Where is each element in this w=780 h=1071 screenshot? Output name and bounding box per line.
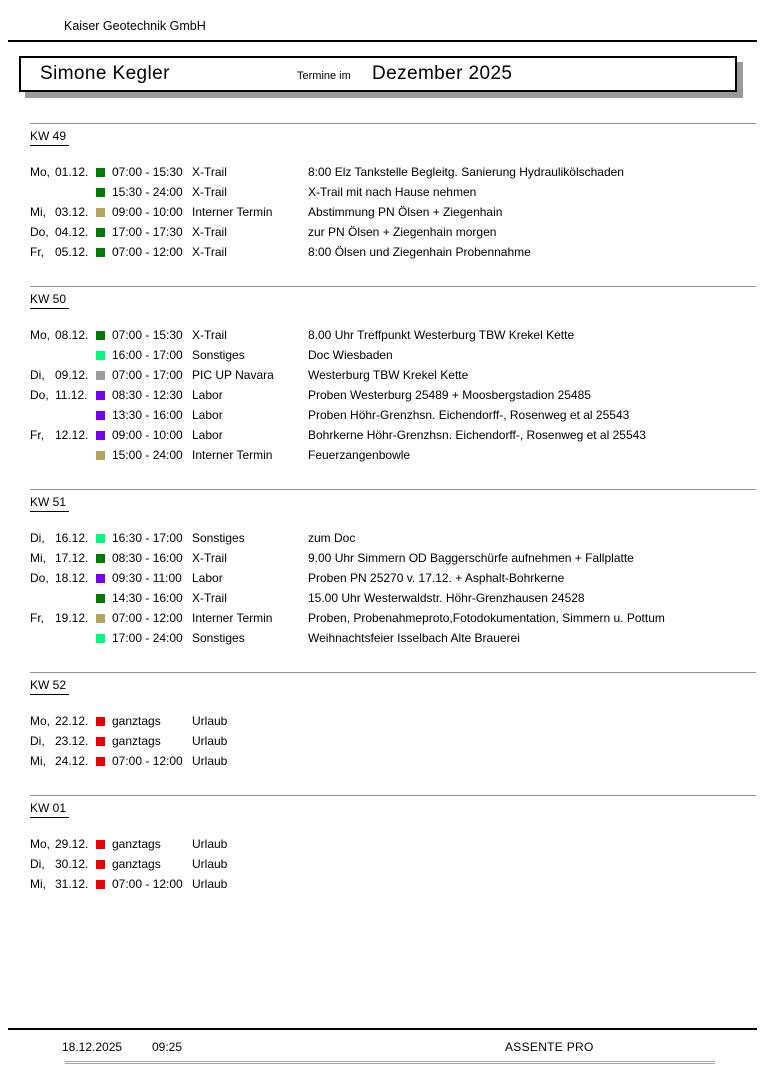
week-label: KW 52 [30,678,69,695]
category-color-square [96,594,105,603]
date-label: 24.12. [55,754,89,768]
category-color-cell [96,554,112,563]
day-label: Mi, [30,551,46,565]
time-range: 07:00 - 12:00 [112,877,183,891]
company-name: Kaiser Geotechnik GmbH [64,19,206,33]
category-color-square [96,411,105,420]
day-label: Di, [30,857,45,871]
category-label: Sonstiges [192,631,245,645]
week-rule [30,795,756,796]
appointment-row [30,751,756,771]
date-label: 18.12. [55,571,89,585]
category-color-cell [96,757,112,766]
category-label: Interner Termin [192,448,273,462]
category-label: Labor [192,428,223,442]
date-label: 09.12. [55,368,89,382]
week-label: KW 01 [30,801,69,818]
appointment-row [30,548,756,568]
category-color-cell [96,634,112,643]
category-color-cell [96,451,112,460]
category-color-square [96,371,105,380]
appointment-row [30,854,756,874]
week-rows [30,711,756,795]
title-month: Dezember 2025 [372,63,513,84]
category-label: Urlaub [192,714,228,728]
day-label: Fr, [30,611,44,625]
category-color-square [96,860,105,869]
category-color-square [96,451,105,460]
appointment-row [30,385,756,405]
app-name: ASSENTE PRO [505,1040,594,1054]
category-color-cell [96,737,112,746]
time-range: 16:00 - 17:00 [112,348,183,362]
description-label: Abstimmung PN Ölsen + Ziegenhain [308,205,503,219]
description-label: 8:00 Elz Tankstelle Begleitg. Sanierung Hydraulikölschaden [308,165,624,179]
appointment-row [30,528,756,548]
day-label: Fr, [30,245,44,259]
appointment-row [30,345,756,365]
date-label: 29.12. [55,837,89,851]
category-label: Urlaub [192,877,228,891]
category-label: Urlaub [192,837,228,851]
category-label: Labor [192,571,223,585]
date-label: 31.12. [55,877,89,891]
time-range: ganztags [112,837,161,851]
week-rule [30,489,756,490]
category-label: Urlaub [192,734,228,748]
category-label: X-Trail [192,225,227,239]
category-color-cell [96,574,112,583]
description-label: 9.00 Uhr Simmern OD Baggerschürfe aufnehmen + Fallplatte [308,551,634,565]
appointment-row [30,588,756,608]
week-rows [30,528,756,672]
category-color-cell [96,168,112,177]
header-rule [8,40,757,42]
description-label: zur PN Ölsen + Ziegenhain morgen [308,225,497,239]
date-label: 22.12. [55,714,89,728]
date-label: 05.12. [55,245,89,259]
category-color-square [96,331,105,340]
time-range: 15:00 - 24:00 [112,448,183,462]
description-label: Weihnachtsfeier Isselbach Alte Brauerei [308,631,520,645]
category-label: PIC UP Navara [192,368,274,382]
time-range: 15:30 - 24:00 [112,185,183,199]
time-range: 09:00 - 10:00 [112,428,183,442]
appointment-row [30,711,756,731]
appointment-row [30,202,756,222]
appointment-row [30,628,756,648]
week-section [30,286,756,489]
description-label: Proben, Probenahmeproto,Fotodokumentation, Simmern u. Pottum [308,611,665,625]
category-color-square [96,391,105,400]
person-name: Simone Kegler [40,63,170,84]
time-range: 07:00 - 12:00 [112,611,183,625]
category-label: X-Trail [192,185,227,199]
category-color-cell [96,614,112,623]
appointment-row [30,242,756,262]
category-color-cell [96,594,112,603]
appointment-row [30,222,756,242]
week-rule [30,286,756,287]
day-label: Mi, [30,205,46,219]
time-range: 13:30 - 16:00 [112,408,183,422]
time-range: 17:00 - 24:00 [112,631,183,645]
time-range: 08:30 - 12:30 [112,388,183,402]
week-rows [30,325,756,489]
date-label: 19.12. [55,611,89,625]
time-range: 08:30 - 16:00 [112,551,183,565]
category-label: Sonstiges [192,531,245,545]
category-color-cell [96,248,112,257]
appointment-row [30,182,756,202]
appointment-row [30,731,756,751]
category-label: X-Trail [192,245,227,259]
day-label: Do, [30,571,49,585]
day-label: Mo, [30,714,51,728]
category-color-cell [96,188,112,197]
appointment-row [30,568,756,588]
category-label: X-Trail [192,591,227,605]
time-range: 09:00 - 10:00 [112,205,183,219]
week-sections [30,123,756,918]
category-color-cell [96,391,112,400]
category-color-square [96,574,105,583]
time-range: 17:00 - 17:30 [112,225,183,239]
category-color-cell [96,880,112,889]
week-rule [30,123,756,124]
category-color-cell [96,331,112,340]
category-color-square [96,534,105,543]
day-label: Mo, [30,328,51,342]
appointment-row [30,834,756,854]
date-label: 01.12. [55,165,89,179]
description-label: Proben Höhr-Grenzhsn. Eichendorff-, Rosenweg et al 25543 [308,408,630,422]
day-label: Mo, [30,165,51,179]
time-range: 07:00 - 12:00 [112,245,183,259]
category-color-cell [96,228,112,237]
print-date: 18.12.2025 [62,1040,123,1054]
category-color-cell [96,860,112,869]
category-color-square [96,737,105,746]
date-label: 08.12. [55,328,89,342]
category-color-cell [96,534,112,543]
time-range: 07:00 - 15:30 [112,165,183,179]
category-color-square [96,634,105,643]
week-section [30,795,756,918]
description-label: Feuerzangenbowle [308,448,411,462]
category-color-square [96,228,105,237]
description-label: Proben Westerburg 25489 + Moosbergstadion 25485 [308,388,591,402]
time-range: 07:00 - 12:00 [112,754,183,768]
category-color-cell [96,208,112,217]
title-box [19,56,737,92]
date-label: 17.12. [55,551,89,565]
time-range: 07:00 - 17:00 [112,368,183,382]
category-label: Labor [192,388,223,402]
week-label: KW 51 [30,495,69,512]
description-label: Doc Wiesbaden [308,348,393,362]
category-color-square [96,880,105,889]
week-rule [30,672,756,673]
category-color-cell [96,717,112,726]
description-label: Bohrkerne Höhr-Grenzhsn. Eichendorff-, Rosenweg et al 25543 [308,428,646,442]
date-label: 12.12. [55,428,89,442]
day-label: Di, [30,531,45,545]
description-label: X-Trail mit nach Hause nehmen [308,185,477,199]
time-range: 09:30 - 11:00 [112,571,182,585]
title-prefix: Termine im [297,70,351,82]
description-label: 8.00 Uhr Treffpunkt Westerburg TBW Krekel Kette [308,328,575,342]
week-section [30,672,756,795]
day-label: Mi, [30,754,46,768]
date-label: 16.12. [55,531,89,545]
page-end-rule [65,1061,715,1064]
appointment-row [30,162,756,182]
week-section [30,123,756,286]
category-label: Labor [192,408,223,422]
day-label: Di, [30,368,45,382]
date-label: 03.12. [55,205,89,219]
time-range: 16:30 - 17:00 [112,531,183,545]
category-label: Urlaub [192,857,228,871]
title-box-inner [21,58,735,90]
day-label: Fr, [30,428,44,442]
footer-rule [8,1028,757,1030]
category-color-cell [96,371,112,380]
category-color-cell [96,411,112,420]
category-label: X-Trail [192,165,227,179]
appointment-row [30,608,756,628]
description-label: Proben PN 25270 v. 17.12. + Asphalt-Bohrkerne [308,571,565,585]
category-label: Sonstiges [192,348,245,362]
category-color-square [96,168,105,177]
week-rows [30,162,756,286]
week-section [30,489,756,672]
time-range: 14:30 - 16:00 [112,591,183,605]
category-color-square [96,351,105,360]
day-label: Do, [30,225,49,239]
category-label: Interner Termin [192,611,273,625]
category-color-cell [96,431,112,440]
week-label: KW 49 [30,129,69,146]
category-color-cell [96,351,112,360]
day-label: Di, [30,734,45,748]
category-color-square [96,208,105,217]
description-label: Westerburg TBW Krekel Kette [308,368,469,382]
category-color-cell [96,840,112,849]
day-label: Mo, [30,837,51,851]
day-label: Mi, [30,877,46,891]
time-range: ganztags [112,857,161,871]
category-color-square [96,614,105,623]
category-color-square [96,248,105,257]
category-color-square [96,431,105,440]
appointment-row [30,325,756,345]
appointment-row [30,405,756,425]
description-label: zum Doc [308,531,356,545]
appointment-row [30,874,756,894]
category-label: X-Trail [192,328,227,342]
category-color-square [96,717,105,726]
category-color-square [96,757,105,766]
appointment-row [30,425,756,445]
week-rows [30,834,756,918]
week-label: KW 50 [30,292,69,309]
description-label: 8:00 Ölsen und Ziegenhain Probennahme [308,245,531,259]
day-label: Do, [30,388,49,402]
category-color-square [96,188,105,197]
time-range: ganztags [112,714,161,728]
description-label: 15.00 Uhr Westerwaldstr. Höhr-Grenzhausen 24528 [308,591,585,605]
date-label: 30.12. [55,857,89,871]
category-label: X-Trail [192,551,227,565]
category-color-square [96,554,105,563]
category-label: Interner Termin [192,205,273,219]
category-color-square [96,840,105,849]
date-label: 11.12. [55,388,88,402]
time-range: ganztags [112,734,161,748]
print-time: 09:25 [152,1040,183,1054]
date-label: 23.12. [55,734,89,748]
appointment-row [30,365,756,385]
category-label: Urlaub [192,754,228,768]
time-range: 07:00 - 15:30 [112,328,183,342]
appointment-row [30,445,756,465]
date-label: 04.12. [55,225,89,239]
